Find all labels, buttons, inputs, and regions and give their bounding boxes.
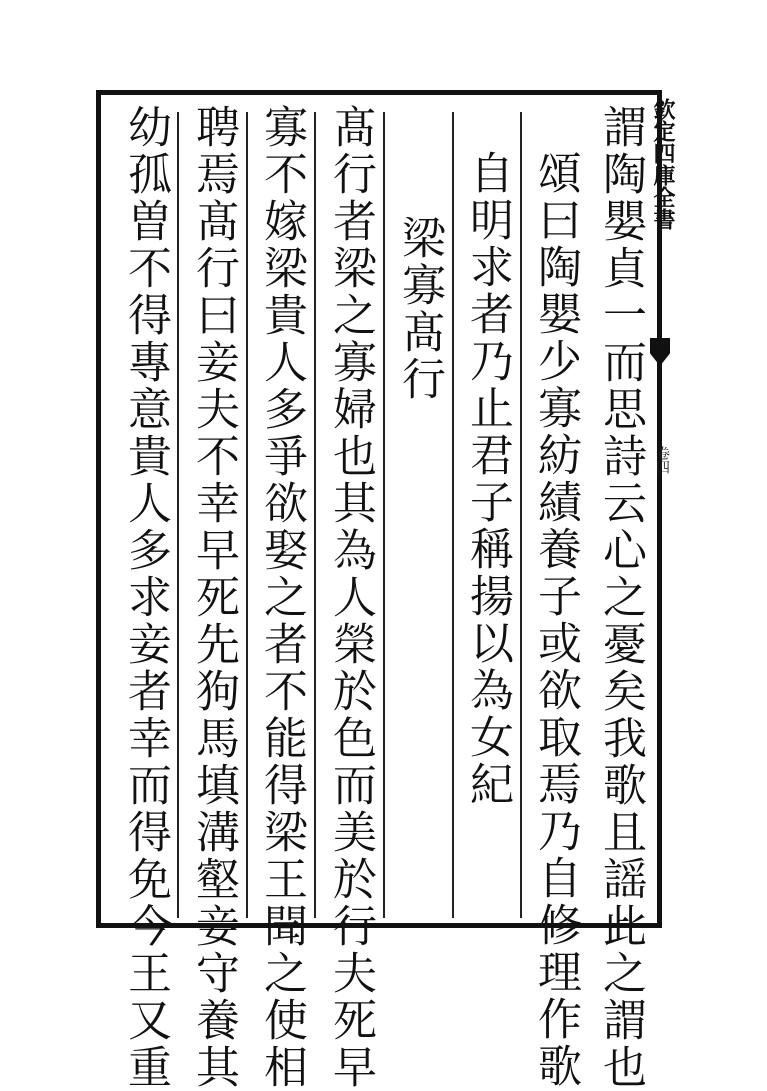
text-column-1: 謂陶嬰貞一而思詩云心之憂矣我歌且謡此之謂也 bbox=[595, 104, 646, 1091]
text-column-6: 寡不嫁梁貴人多爭欲娶之者不能得梁王聞之使相 bbox=[256, 104, 307, 1091]
column-rule bbox=[246, 112, 248, 918]
column-rule bbox=[452, 112, 454, 918]
text-column-7: 聘焉髙行曰妾夫不幸早死先狗馬填溝壑妾守養其 bbox=[188, 104, 239, 1091]
column-rule bbox=[520, 112, 522, 918]
column-rule bbox=[177, 112, 179, 918]
collection-title: 欽定四庫全書 bbox=[650, 98, 676, 230]
text-column-4: 梁寡髙行 bbox=[394, 215, 445, 403]
column-rule bbox=[383, 112, 385, 918]
juan-label: 卷四 bbox=[654, 446, 670, 474]
text-column-5: 髙行者梁之寡婦也其為人榮於色而美於行夫死早 bbox=[325, 104, 376, 1091]
column-rule bbox=[314, 112, 316, 918]
text-column-2: 頌曰陶嬰少寡紡績養子或欲取焉乃自修理作歌 bbox=[530, 150, 581, 1090]
text-column-3: 自明求者乃止君子稱揚以為女紀 bbox=[462, 150, 513, 808]
text-column-8: 幼孤曽不得專意貴人多求妾者幸而得免今王又重 bbox=[120, 104, 171, 1091]
